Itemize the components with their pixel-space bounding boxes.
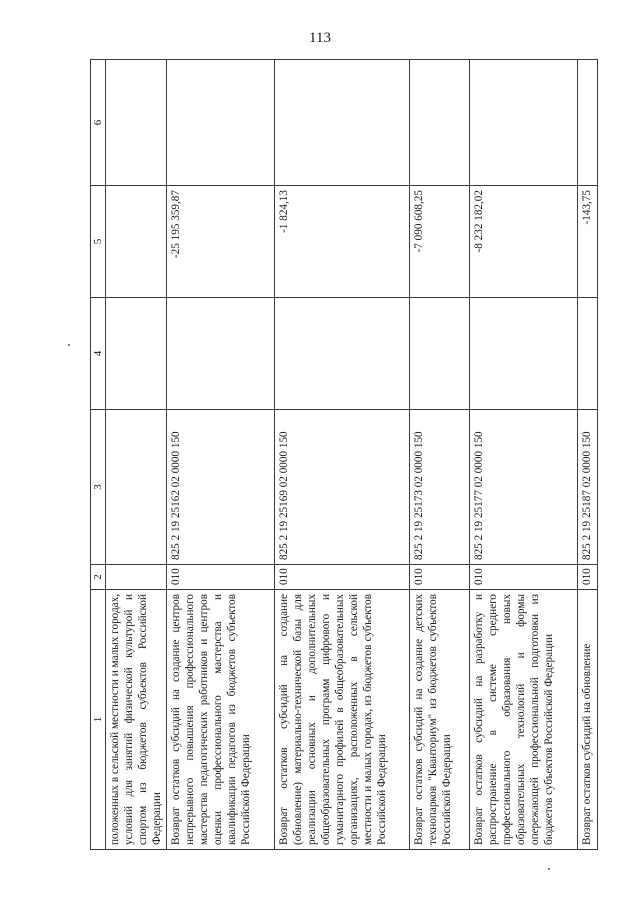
row-description: Возврат остатков субсидий на создание (обновление) материально-технической базы для реализации основных и дополнительных общеобразовательных программ цифрового и гуманитарного профилей в общеобразовательных организациях, расположенных в сельской местности и малых городах, из бюджетов субъектов Российской Федерации [275, 590, 410, 850]
row-kbk: 825 2 19 25187 02 0000 150 [578, 410, 598, 565]
row-kbk: 825 2 19 25162 02 0000 150 [167, 410, 275, 565]
rotated-table-container [90, 60, 593, 850]
header-row [91, 60, 106, 850]
scan-speck [548, 868, 550, 870]
table-row [106, 60, 167, 850]
row-amount: -8 232 182,02 [470, 186, 578, 298]
scan-speck [68, 344, 70, 346]
table-row [167, 60, 275, 850]
table-row [578, 60, 598, 850]
row-description: Возврат остатков субсидий на создание детских технопарков "Кванториум" из бюджетов субъектов Российской Федерации [410, 590, 470, 850]
row-col4 [275, 298, 410, 410]
row-col6 [470, 60, 578, 186]
row-code: 010 [410, 565, 470, 590]
header-col-3: 3 [91, 410, 106, 565]
row-col4 [470, 298, 578, 410]
row-kbk: 825 2 19 25169 02 0000 150 [275, 410, 410, 565]
row-amount: -1 824,13 [275, 186, 410, 298]
row-description: Возврат остатков субсидий на разработку и распространение в системе среднего профессионального образования новых образовательных технологий и формы опережающей профессиональной подготовки из бюджетов субъектов Российской Федерации [470, 590, 578, 850]
row-col6 [578, 60, 598, 186]
row-col6 [167, 60, 275, 186]
row-amount: -7 090 608,25 [410, 186, 470, 298]
row-kbk [106, 410, 167, 565]
row-code: 010 [578, 565, 598, 590]
table-row [470, 60, 578, 850]
row-code: 010 [167, 565, 275, 590]
row-col4 [167, 298, 275, 410]
row-code: 010 [275, 565, 410, 590]
row-code [106, 565, 167, 590]
header-col-4: 4 [91, 298, 106, 410]
budget-table [90, 59, 598, 850]
row-col4 [578, 298, 598, 410]
row-kbk: 825 2 19 25173 02 0000 150 [410, 410, 470, 565]
row-amount [106, 186, 167, 298]
table-row [275, 60, 410, 850]
row-description: положенных в сельской местности и малых городах, условий для занятий физической культурой и спортом из бюджетов субъектов Российской Федерации [106, 590, 167, 850]
page-number: 113 [309, 30, 331, 46]
header-col-6: 6 [91, 60, 106, 186]
header-col-5: 5 [91, 186, 106, 298]
row-description: Возврат остатков субсидий на обновление [578, 590, 598, 850]
table-row [410, 60, 470, 850]
row-col6 [106, 60, 167, 186]
row-col6 [275, 60, 410, 186]
header-col-1: 1 [91, 590, 106, 850]
row-kbk: 825 2 19 25177 02 0000 150 [470, 410, 578, 565]
row-col4 [106, 298, 167, 410]
row-col6 [410, 60, 470, 186]
header-col-2: 2 [91, 565, 106, 590]
row-description: Возврат остатков субсидий на создание центров непрерывного повышения профессионального мастерства педагогических работников и центров оценки профессионального мастерства и квалификации педагогов из бюджетов субъектов Российской Федерации [167, 590, 275, 850]
row-amount: -25 195 359,87 [167, 186, 275, 298]
row-code: 010 [470, 565, 578, 590]
row-col4 [410, 298, 470, 410]
row-amount: -143,75 [578, 186, 598, 298]
